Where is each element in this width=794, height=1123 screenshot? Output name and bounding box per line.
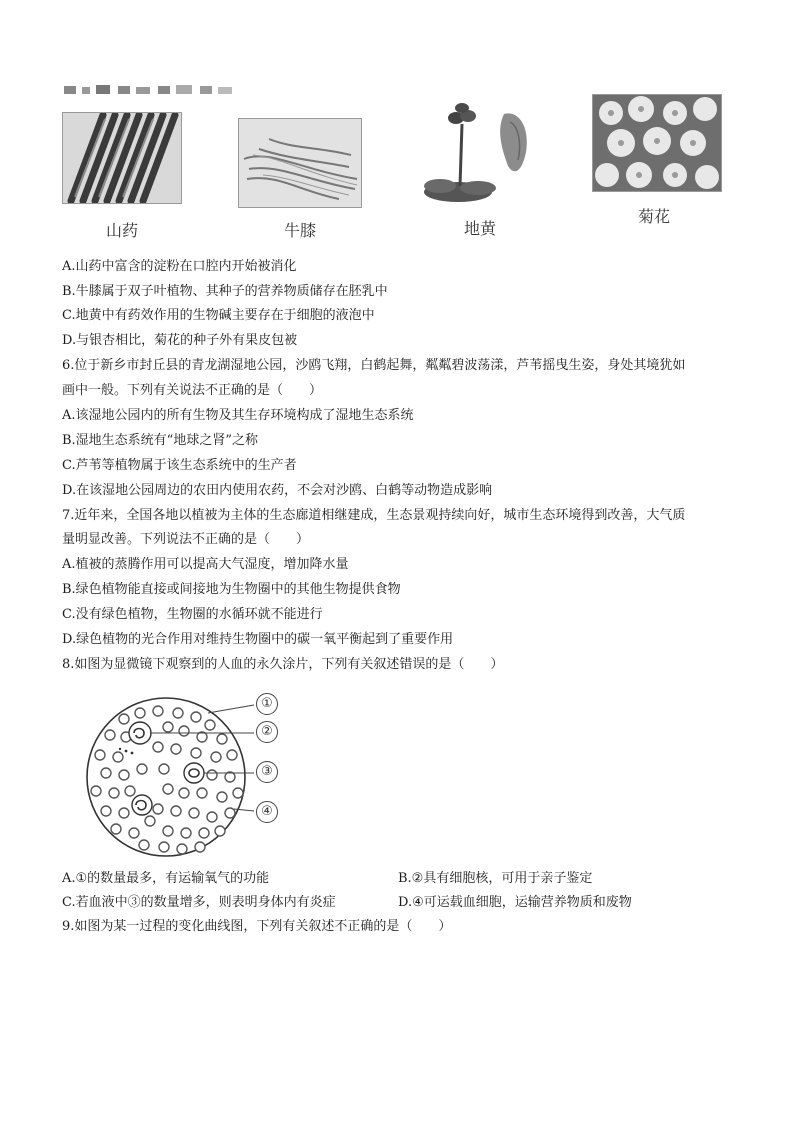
q7-option-b: B.绿色植物能直接或间接地为生物圈中的其他生物提供食物	[62, 582, 401, 597]
q7-option-c: C.没有绿色植物，生物圈的水循环就不能进行	[62, 607, 323, 622]
q5-option-a: A.山药中富含的淀粉在口腔内开始被消化	[62, 259, 297, 274]
diagram-label-4: ④	[256, 801, 278, 823]
q8-option-c: C.若血液中③的数量增多，则表明身体内有炎症	[62, 895, 336, 910]
q5-option-c: C.地黄中有药效作用的生物碱主要存在于细胞的液泡中	[62, 308, 375, 323]
caption-achyranthes: 牛膝	[283, 221, 316, 240]
q7-option-d: D.绿色植物的光合作用对维持生物圈中的碳一氧平衡起到了重要作用	[62, 632, 454, 647]
blood-smear-svg	[84, 693, 284, 863]
q5-option-b: B.牛膝属于双子叶植物、其种子的营养物质储存在胚乳中	[62, 284, 388, 299]
q8-option-d: D.④可运载血细胞，运输营养物质和废物	[398, 895, 632, 910]
diagram-label-3: ③	[256, 761, 278, 783]
photo-chrysanthemum	[592, 94, 722, 192]
q9-stem: 9.如图为某一过程的变化曲线图，下列有关叙述不正确的是（ ）	[62, 919, 452, 934]
photo-rehmannia	[418, 96, 540, 206]
diagram-label-1: ①	[256, 693, 278, 715]
q8-option-a: A.①的数量最多，有运输氧气的功能	[62, 871, 270, 886]
q7-stem-line1: 7.近年来，全国各地以植被为主体的生态廊道相继建成，生态景观持续向好，城市生态环境得到改善，大气质	[62, 508, 686, 523]
q8-stem: 8.如图为显微镜下观察到的人血的永久涂片，下列有关叙述错误的是（ ）	[62, 657, 504, 672]
q6-option-b: B.湿地生态系统有“地球之肾”之称	[62, 433, 258, 448]
caption-rehmannia: 地黄	[463, 219, 496, 238]
q6-stem-line2: 画中一般。下列有关说法不正确的是（ ）	[62, 383, 323, 398]
blood-smear-diagram	[84, 693, 284, 863]
photo-achyranthes	[238, 118, 362, 208]
q8-option-b: B.②具有细胞核，可用于亲子鉴定	[398, 871, 593, 886]
photo-yam	[62, 112, 182, 204]
q7-option-a: A.植被的蒸腾作用可以提高大气湿度，增加降水量	[62, 557, 349, 572]
q5-option-d: D.与银杏相比，菊花的种子外有果皮包被	[62, 333, 298, 348]
caption-yam: 山药	[105, 221, 138, 240]
plant-photo-strip	[60, 88, 740, 248]
diagram-label-2: ②	[256, 721, 278, 743]
q6-stem-line1: 6.位于新乡市封丘县的青龙湖湿地公园，沙鸥飞翔，白鹤起舞，粼粼碧波荡漾，芦苇摇曳生姿，身处其境犹如	[62, 358, 686, 373]
caption-chrysanthemum: 菊花	[637, 207, 670, 226]
q6-option-a: A.该湿地公园内的所有生物及其生存环境构成了湿地生态系统	[62, 408, 414, 423]
q7-stem-line2: 量明显改善。下列说法不正确的是（ ）	[62, 532, 310, 547]
q6-option-d: D.在该湿地公园周边的农田内使用农药，不会对沙鸥、白鹤等动物造成影响	[62, 483, 493, 498]
q6-option-c: C.芦苇等植物属于该生态系统中的生产者	[62, 458, 297, 473]
